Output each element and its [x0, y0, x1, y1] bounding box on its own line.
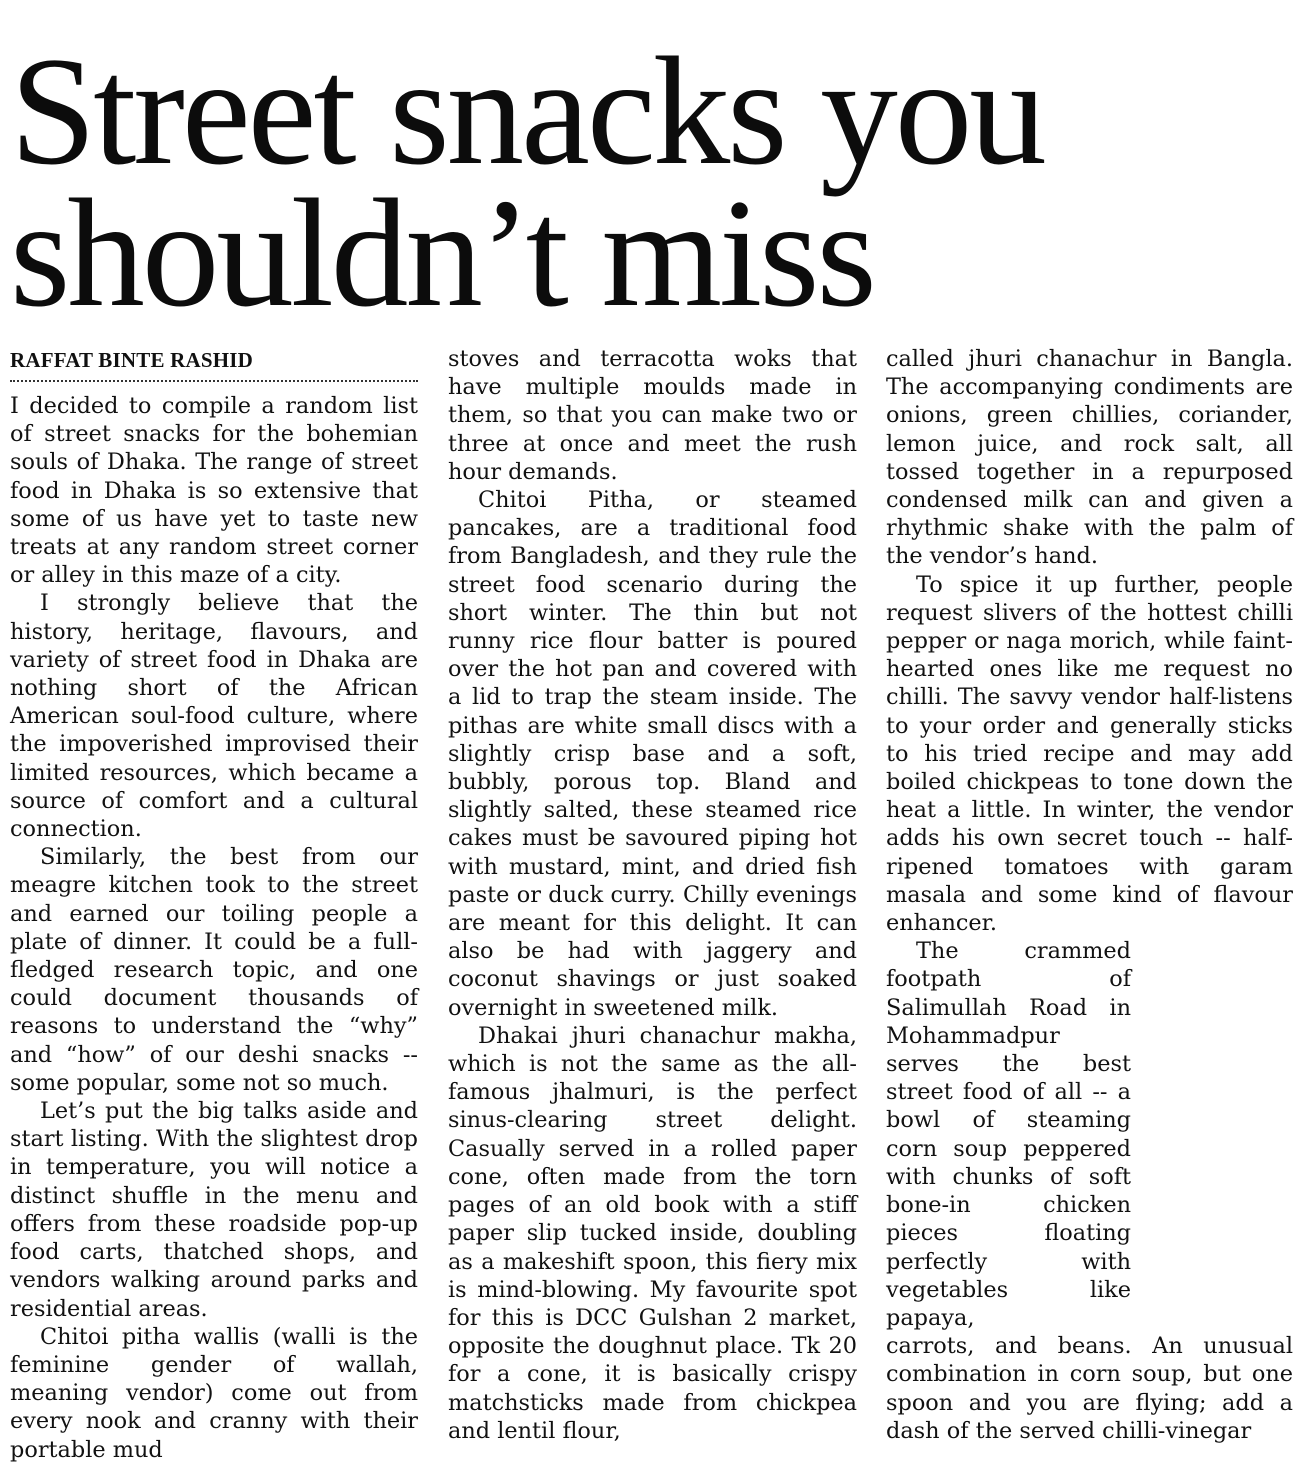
paragraph: stoves and terracotta woks that have multiple moulds made in them, so that you can make two or three at once and meet the rush hour demands. — [448, 346, 857, 485]
paragraph: To spice it up further, people request slivers of the hottest chilli pepper or naga morich, while faint-hearted ones like me request no chilli. The savvy vendor half-listens to your order and generally sticks to his tried recipe and may add boiled chickpeas to tone down the heat a little. In winter, the vendor adds his own secret touch -- half-ripened tomatoes with garam masala and some kind of flavour enhancer. — [886, 571, 1293, 937]
paragraph: Chitoi Pitha, or steamed pancakes, are a traditional food from Bangladesh, and they rule the street food scenario during the short winter. The thin but not runny rice flour batter is poured over the hot pan and covered with a lid to trap the steam inside. The pithas are white small discs with a slightly crisp base and a soft, bubbly, porous top. Bland and slightly salted, these steamed rice cakes must be savoured piping hot with mustard, mint, and dried fish paste or duck curry. Chilly evenings are meant for this delight. It can also be had with jaggery and coconut shavings or just soaked overnight in sweetened milk. — [448, 487, 857, 1021]
article-column-2 — [448, 345, 857, 1444]
article-column-3 — [886, 345, 1293, 1444]
article-column-1 — [10, 345, 418, 1463]
article-headline — [10, 25, 1300, 339]
paragraph: Dhakai jhuri chanachur makha, which is not the same as the all-famous jhalmuri, is the perfect sinus-clearing street delight. Casually served in a rolled paper cone, often made from the torn pages of an old book with a stiff paper slip tucked inside, doubling as a makeshift spoon, this fiery mix is mind-blowing. My favourite spot for this is DCC Gulshan 2 market, opposite the doughnut place. Tk 20 for a cone, it is basically crispy matchsticks made from chickpea and lentil flour, — [448, 1022, 857, 1444]
headline-line-2: shouldn’t miss — [10, 167, 874, 339]
paragraph: Chitoi pitha wallis (walli is the feminine gender of wallah, meaning vendor) come out from every nook and cranny with their portable mud — [10, 1323, 418, 1463]
paragraph: called jhuri chanachur in Bangla. The accompanying condiments are onions, green chillies, coriander, lemon juice, and rock salt, all tossed together in a repurposed condensed milk can and given a rhythmic shake with the palm of the vendor’s hand. — [886, 346, 1293, 570]
paragraph: I strongly believe that the history, heritage, flavours, and variety of street food in Dhaka are nothing short of the African American soul-food culture, where the impoverished improvised their limited resources, which became a source of comfort and a cultural connection. — [10, 590, 418, 843]
paragraph: Let’s put the big talks aside and start listing. With the slightest drop in temperature, you will notice a distinct shuffle in the menu and offers from these roadside pop-up food carts, thatched shops, and vendors walking around parks and residential areas. — [10, 1098, 418, 1322]
paragraph-narrow-wrap: The crammed footpath of Salimullah Road in Mohammadpur serves the best street food of all -- a bowl of steaming corn soup peppered with chunks of soft bone-in chicken pieces floating perfectly with vegetables like papaya, — [886, 938, 1131, 1331]
byline: RAFFAT BINTE RASHID — [10, 345, 418, 382]
headline-line-1: Street snacks you — [10, 25, 1044, 197]
paragraph: I decided to compile a random list of street snacks for the bohemian souls of Dhaka. The range of street food in Dhaka is so extensive that some of us have yet to taste new treats at any random street corner or alley in this maze of a city. — [10, 393, 418, 589]
paragraph: carrots, and beans. An unusual combination in corn soup, but one spoon and you are flying; add a dash of the served chilli-vinegar — [886, 1333, 1293, 1444]
paragraph: Similarly, the best from our meagre kitchen took to the street and earned our toiling people a plate of dinner. It could be a full-fledged research topic, and one could document thousands of reasons to understand the “why” and “how” of our deshi snacks -- some popular, some not so much. — [10, 844, 418, 1096]
